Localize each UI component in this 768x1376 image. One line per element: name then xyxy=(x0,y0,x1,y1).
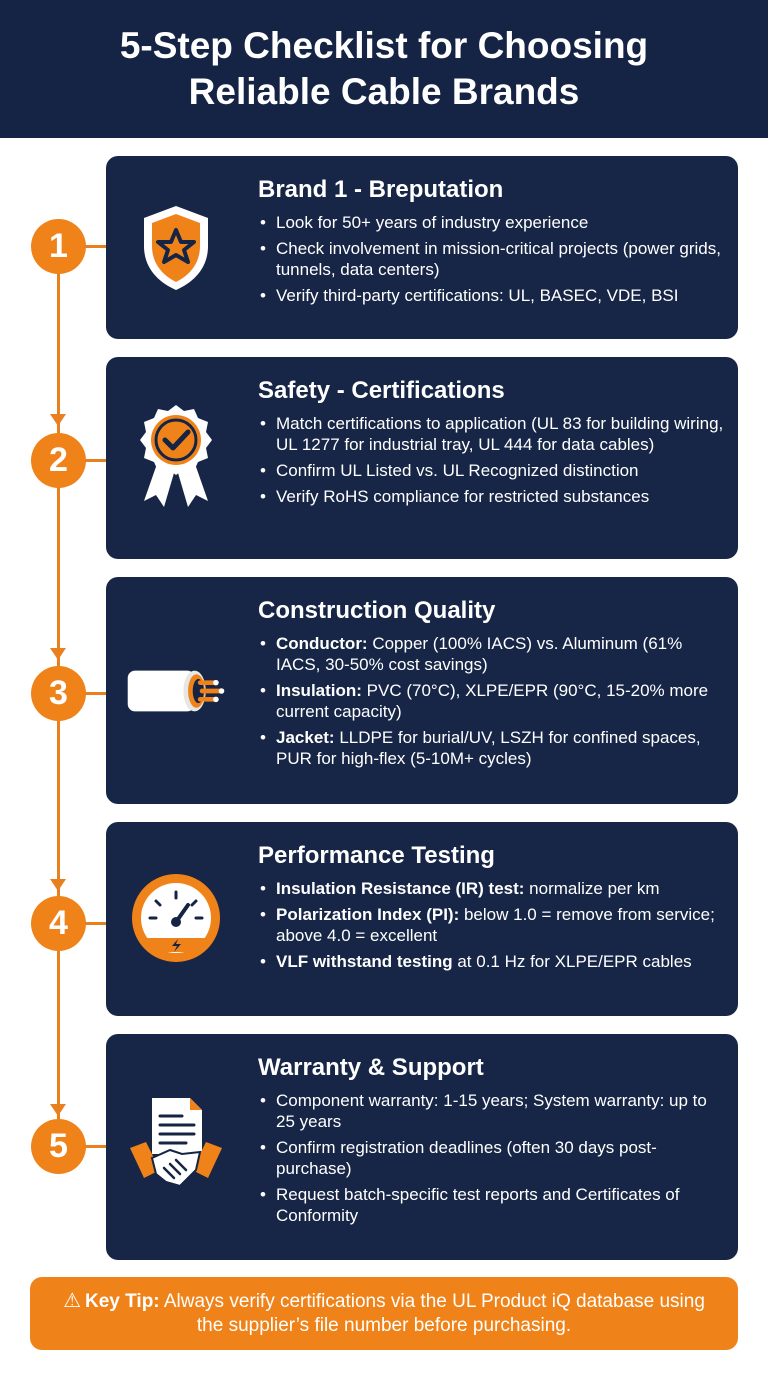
key-tip-text: Always verify certifications via the UL Product iQ database using the supplier’s file number before purchasing. xyxy=(159,1291,705,1336)
bullet-list xyxy=(258,878,724,972)
step-connector xyxy=(84,692,108,695)
bullet-list xyxy=(258,212,724,306)
step-title: Brand 1 - Breputation xyxy=(258,176,504,203)
cable-icon xyxy=(124,665,228,717)
bullet-item: • Look for 50+ years of industry experience xyxy=(258,212,724,233)
bullet-item: • Request batch-specific test reports and Certificates of Conformity xyxy=(258,1184,724,1226)
bullet-list xyxy=(258,413,724,507)
step-title: Performance Testing xyxy=(258,842,495,869)
bullet-item: • Verify third-party certifications: UL, BASEC, VDE, BSI xyxy=(258,285,724,306)
bullet-item: • Insulation Resistance (IR) test: normalize per km xyxy=(258,878,724,899)
step-number-1: 1 xyxy=(31,219,86,274)
gauge-icon xyxy=(124,872,228,964)
timeline-arrow-icon xyxy=(50,879,66,891)
bullet-list xyxy=(258,633,724,769)
page-title: 5-Step Checklist for Choosing Reliable Cable Brands xyxy=(119,25,649,112)
timeline-arrow-icon xyxy=(50,414,66,426)
step-number-5: 5 xyxy=(31,1119,86,1174)
step-title: Warranty & Support xyxy=(258,1054,484,1081)
step-card-certifications xyxy=(106,357,738,559)
key-tip-banner xyxy=(30,1277,738,1350)
bullet-item: • Confirm UL Listed vs. UL Recognized distinction xyxy=(258,460,724,481)
step-connector xyxy=(84,245,108,248)
bullet-item: • Insulation: PVC (70°C), XLPE/EPR (90°C, 15-20% more current capacity) xyxy=(258,680,724,722)
bullet-item: • Verify RoHS compliance for restricted substances xyxy=(258,486,724,507)
step-card-reputation xyxy=(106,156,738,339)
key-tip-label: Key Tip: xyxy=(85,1291,160,1312)
step-card-warranty xyxy=(106,1034,738,1260)
step-connector xyxy=(84,459,108,462)
bullet-item: • Jacket: LLDPE for burial/UV, LSZH for confined spaces, PUR for high-flex (5-10M+ cycles) xyxy=(258,727,724,769)
bullet-item: • Polarization Index (PI): below 1.0 = remove from service; above 4.0 = excellent xyxy=(258,904,724,946)
shield-star-icon xyxy=(124,200,228,296)
step-connector xyxy=(84,1145,108,1148)
timeline-arrow-icon xyxy=(50,1104,66,1116)
step-connector xyxy=(84,922,108,925)
bullet-item: • VLF withstand testing at 0.1 Hz for XLPE/EPR cables xyxy=(258,951,724,972)
bullet-item: • Match certifications to application (UL 83 for building wiring, UL 1277 for industrial tray, UL 444 for data cables) xyxy=(258,413,724,455)
step-number-2: 2 xyxy=(31,433,86,488)
header-banner xyxy=(0,0,768,138)
bullet-item: • Confirm registration deadlines (often 30 days post-purchase) xyxy=(258,1137,724,1179)
step-number-3: 3 xyxy=(31,666,86,721)
handshake-document-icon xyxy=(124,1094,228,1194)
step-card-construction xyxy=(106,577,738,804)
timeline-arrow-icon xyxy=(50,648,66,660)
bullet-item: • Check involvement in mission-critical projects (power grids, tunnels, data centers) xyxy=(258,238,724,280)
step-title: Safety - Certifications xyxy=(258,377,505,404)
bullet-list xyxy=(258,1090,724,1226)
step-card-testing xyxy=(106,822,738,1016)
certificate-badge-icon xyxy=(124,401,228,511)
warning-icon: ⚠ xyxy=(63,1290,82,1312)
step-title: Construction Quality xyxy=(258,597,496,624)
bullet-item: • Component warranty: 1-15 years; System warranty: up to 25 years xyxy=(258,1090,724,1132)
bullet-item: • Conductor: Copper (100% IACS) vs. Aluminum (61% IACS, 30-50% cost savings) xyxy=(258,633,724,675)
step-number-4: 4 xyxy=(31,896,86,951)
